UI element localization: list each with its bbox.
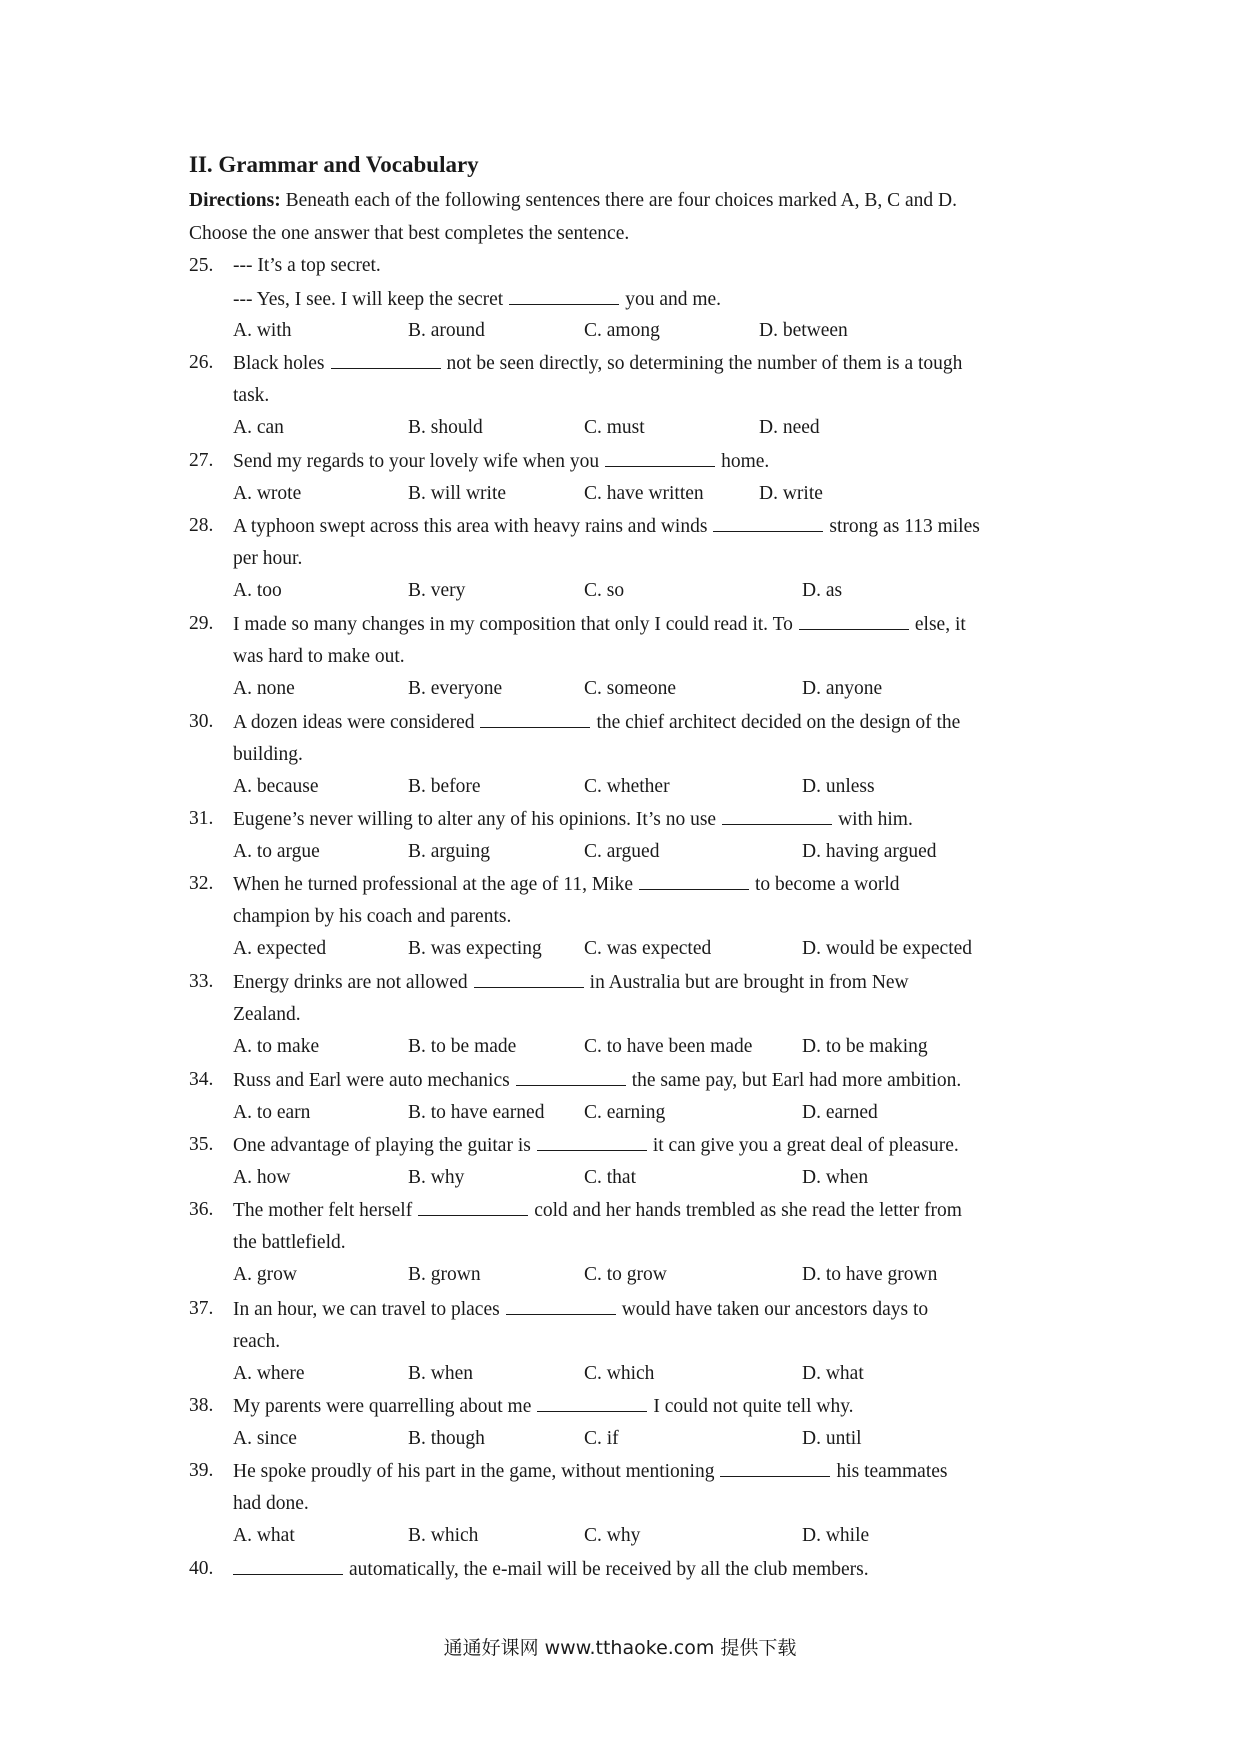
- question-number: 26.: [189, 352, 214, 373]
- question-number: 28.: [189, 515, 214, 536]
- question-text-line: [233, 871, 900, 898]
- question-text: Russ and Earl were auto mechanics: [233, 1070, 510, 1091]
- question-text: automatically, the e-mail will be received by all the club members.: [349, 1559, 869, 1580]
- option-a: A. to make: [233, 1036, 320, 1058]
- option-a: A. too: [233, 580, 282, 602]
- directions-line-2: Choose the one answer that best completes the sentence.: [189, 223, 630, 244]
- question-text: He spoke proudly of his part in the game, without mentioning: [233, 1461, 715, 1482]
- option-d: D. until: [802, 1427, 862, 1449]
- option-c: C. have written: [584, 482, 704, 504]
- option-d: D. what: [802, 1363, 864, 1385]
- question-text-line: [233, 513, 980, 540]
- option-c: C. which: [584, 1363, 655, 1385]
- question-text: Energy drinks are not allowed: [233, 972, 468, 993]
- question-text-line: [233, 644, 405, 670]
- answer-blank: [537, 1132, 647, 1151]
- question-text: champion by his coach and parents.: [233, 905, 512, 927]
- option-b: B. when: [408, 1363, 473, 1385]
- answer-blank: [605, 448, 715, 467]
- option-a: A. since: [233, 1427, 297, 1449]
- question-text: the battlefield.: [233, 1231, 346, 1253]
- question-text: building.: [233, 743, 303, 765]
- option-a: A. to argue: [233, 840, 320, 862]
- question-text-line: [233, 1393, 854, 1420]
- question-number: 39.: [189, 1460, 214, 1481]
- option-d: D. between: [759, 320, 848, 342]
- question-number: 38.: [189, 1395, 214, 1416]
- option-b: B. very: [408, 580, 466, 602]
- option-b: B. to be made: [408, 1036, 517, 1058]
- option-b: B. grown: [408, 1264, 481, 1286]
- question-number: 36.: [189, 1199, 214, 1220]
- option-d: D. unless: [802, 776, 875, 798]
- option-b: B. why: [408, 1166, 465, 1188]
- question-text-line: [233, 546, 302, 572]
- option-a: A. expected: [233, 938, 327, 960]
- question-number: 32.: [189, 873, 214, 894]
- question-text: When he turned professional at the age of 11, Mike: [233, 874, 633, 895]
- question-text-line: [233, 1296, 928, 1323]
- question-text: The mother felt herself: [233, 1200, 413, 1221]
- question-text: Eugene’s never willing to alter any of his opinions. It’s no use: [233, 809, 717, 830]
- question-text-line: [233, 1230, 346, 1256]
- directions-line-1: [189, 188, 957, 214]
- option-c: C. to have been made: [584, 1036, 753, 1058]
- answer-blank: [639, 871, 749, 890]
- question-text-line: [233, 350, 962, 377]
- option-d: D. earned: [802, 1101, 878, 1123]
- answer-blank: [509, 286, 619, 305]
- question-text-line: [233, 806, 913, 833]
- question-text: My parents were quarrelling about me: [233, 1396, 532, 1417]
- question-text: not be seen directly, so determining the number of them is a tough: [446, 353, 963, 374]
- question-text: the same pay, but Earl had more ambition.: [631, 1070, 962, 1091]
- question-text: One advantage of playing the guitar is: [233, 1135, 531, 1156]
- question-text: else, it: [914, 614, 966, 635]
- answer-blank: [722, 806, 832, 825]
- option-d: D. anyone: [802, 678, 883, 700]
- option-c: C. that: [584, 1166, 636, 1188]
- question-text-line: [233, 1132, 959, 1159]
- option-b: B. everyone: [408, 678, 503, 700]
- question-text: task.: [233, 384, 270, 406]
- question-text: A dozen ideas were considered: [233, 712, 475, 733]
- answer-blank: [480, 709, 590, 728]
- option-c: C. among: [584, 320, 660, 342]
- option-b: B. around: [408, 320, 485, 342]
- question-text: you and me.: [625, 288, 722, 310]
- question-text: --- It’s a top secret.: [233, 255, 381, 276]
- question-text: per hour.: [233, 547, 303, 569]
- option-c: C. someone: [584, 678, 677, 700]
- question-text: would have taken our ancestors days to: [621, 1299, 929, 1320]
- question-text-line: [233, 969, 909, 996]
- question-number: 25.: [189, 255, 214, 276]
- option-a: A. grow: [233, 1264, 297, 1286]
- question-text: the chief architect decided on the design of the: [596, 712, 961, 733]
- option-c: C. argued: [584, 840, 660, 862]
- option-c: C. must: [584, 417, 645, 439]
- option-d: D. would be expected: [802, 938, 973, 960]
- option-c: C. earning: [584, 1101, 666, 1123]
- question-text-line: [233, 1067, 961, 1094]
- answer-blank: [474, 969, 584, 988]
- question-number: 37.: [189, 1298, 214, 1319]
- question-text-line: [233, 253, 381, 279]
- question-text-line: [233, 611, 966, 638]
- option-a: A. to earn: [233, 1101, 311, 1123]
- question-text-line: [233, 742, 303, 768]
- question-text: Black holes: [233, 353, 325, 374]
- answer-blank: [233, 1556, 343, 1575]
- option-c: C. why: [584, 1525, 641, 1547]
- option-a: A. what: [233, 1525, 295, 1547]
- directions-label: Directions:: [189, 190, 281, 211]
- option-d: D. when: [802, 1166, 869, 1188]
- option-b: B. should: [408, 417, 483, 439]
- question-text: had done.: [233, 1492, 309, 1514]
- question-text-line: [233, 709, 960, 736]
- option-d: D. while: [802, 1525, 870, 1547]
- question-number: 35.: [189, 1134, 214, 1155]
- option-a: A. wrote: [233, 482, 302, 504]
- question-text-line: [233, 1197, 962, 1224]
- question-number: 33.: [189, 971, 214, 992]
- option-b: B. to have earned: [408, 1101, 545, 1123]
- question-text-line: [233, 1329, 280, 1355]
- question-text-line: [233, 904, 511, 930]
- question-text: home.: [721, 451, 770, 472]
- question-number: 30.: [189, 711, 214, 732]
- answer-blank: [516, 1067, 626, 1086]
- option-d: D. need: [759, 417, 820, 439]
- option-c: C. whether: [584, 776, 670, 798]
- option-a: A. how: [233, 1166, 291, 1188]
- answer-blank: [506, 1296, 616, 1315]
- option-b: B. before: [408, 776, 481, 798]
- option-b: B. will write: [408, 482, 507, 504]
- question-number: 27.: [189, 450, 214, 471]
- option-c: C. if: [584, 1427, 619, 1449]
- answer-blank: [331, 350, 441, 369]
- option-d: D. to be making: [802, 1036, 928, 1058]
- question-text: Send my regards to your lovely wife when you: [233, 451, 600, 472]
- question-number: 31.: [189, 808, 214, 829]
- question-text: I could not quite tell why.: [653, 1396, 854, 1417]
- question-text: A typhoon swept across this area with heavy rains and winds: [233, 516, 708, 537]
- question-text: reach.: [233, 1330, 281, 1352]
- question-text-line: [233, 286, 721, 313]
- section-title: II. Grammar and Vocabulary: [189, 152, 479, 177]
- question-text: to become a world: [754, 874, 900, 895]
- question-text: I made so many changes in my composition that only I could read it. To: [233, 614, 793, 635]
- answer-blank: [418, 1197, 528, 1216]
- option-b: B. arguing: [408, 840, 490, 862]
- answer-blank: [713, 513, 823, 532]
- option-d: D. having argued: [802, 840, 937, 862]
- question-text: Zealand.: [233, 1003, 301, 1025]
- option-d: D. write: [759, 482, 823, 504]
- option-a: A. where: [233, 1363, 305, 1385]
- footer-watermark: 通通好课网 www.tthaoke.com 提供下载: [443, 1637, 797, 1659]
- option-c: C. was expected: [584, 938, 712, 960]
- question-text: was hard to make out.: [233, 645, 405, 667]
- question-text: In an hour, we can travel to places: [233, 1299, 500, 1320]
- answer-blank: [799, 611, 909, 630]
- option-d: D. as: [802, 580, 843, 602]
- question-text: --- Yes, I see. I will keep the secret: [233, 288, 504, 310]
- option-c: C. so: [584, 580, 625, 602]
- answer-blank: [537, 1393, 647, 1412]
- question-text-line: [233, 448, 769, 475]
- question-text: his teammates: [836, 1461, 948, 1482]
- question-text-line: [233, 383, 269, 409]
- option-a: A. none: [233, 678, 295, 700]
- option-b: B. was expecting: [408, 938, 542, 960]
- question-text: it can give you a great deal of pleasure.: [652, 1135, 959, 1156]
- question-number: 34.: [189, 1069, 214, 1090]
- question-number: 29.: [189, 613, 214, 634]
- question-text: in Australia but are brought in from New: [589, 972, 909, 993]
- option-b: B. which: [408, 1525, 479, 1547]
- question-text-line: [233, 1002, 301, 1028]
- option-d: D. to have grown: [802, 1264, 938, 1286]
- question-text: cold and her hands trembled as she read the letter from: [534, 1200, 962, 1221]
- question-text-line: [233, 1458, 947, 1485]
- option-c: C. to grow: [584, 1264, 667, 1286]
- answer-blank: [720, 1458, 830, 1477]
- option-a: A. because: [233, 776, 319, 798]
- question-text: with him.: [838, 809, 913, 830]
- option-b: B. though: [408, 1427, 485, 1449]
- question-number: 40.: [189, 1558, 214, 1579]
- option-a: A. can: [233, 417, 284, 439]
- question-text: strong as 113 miles: [829, 516, 980, 537]
- option-a: A. with: [233, 320, 292, 342]
- question-text-line: [233, 1556, 869, 1583]
- directions-text-1: Beneath each of the following sentences there are four choices marked A, B, C and D.: [280, 190, 958, 211]
- question-text-line: [233, 1491, 309, 1517]
